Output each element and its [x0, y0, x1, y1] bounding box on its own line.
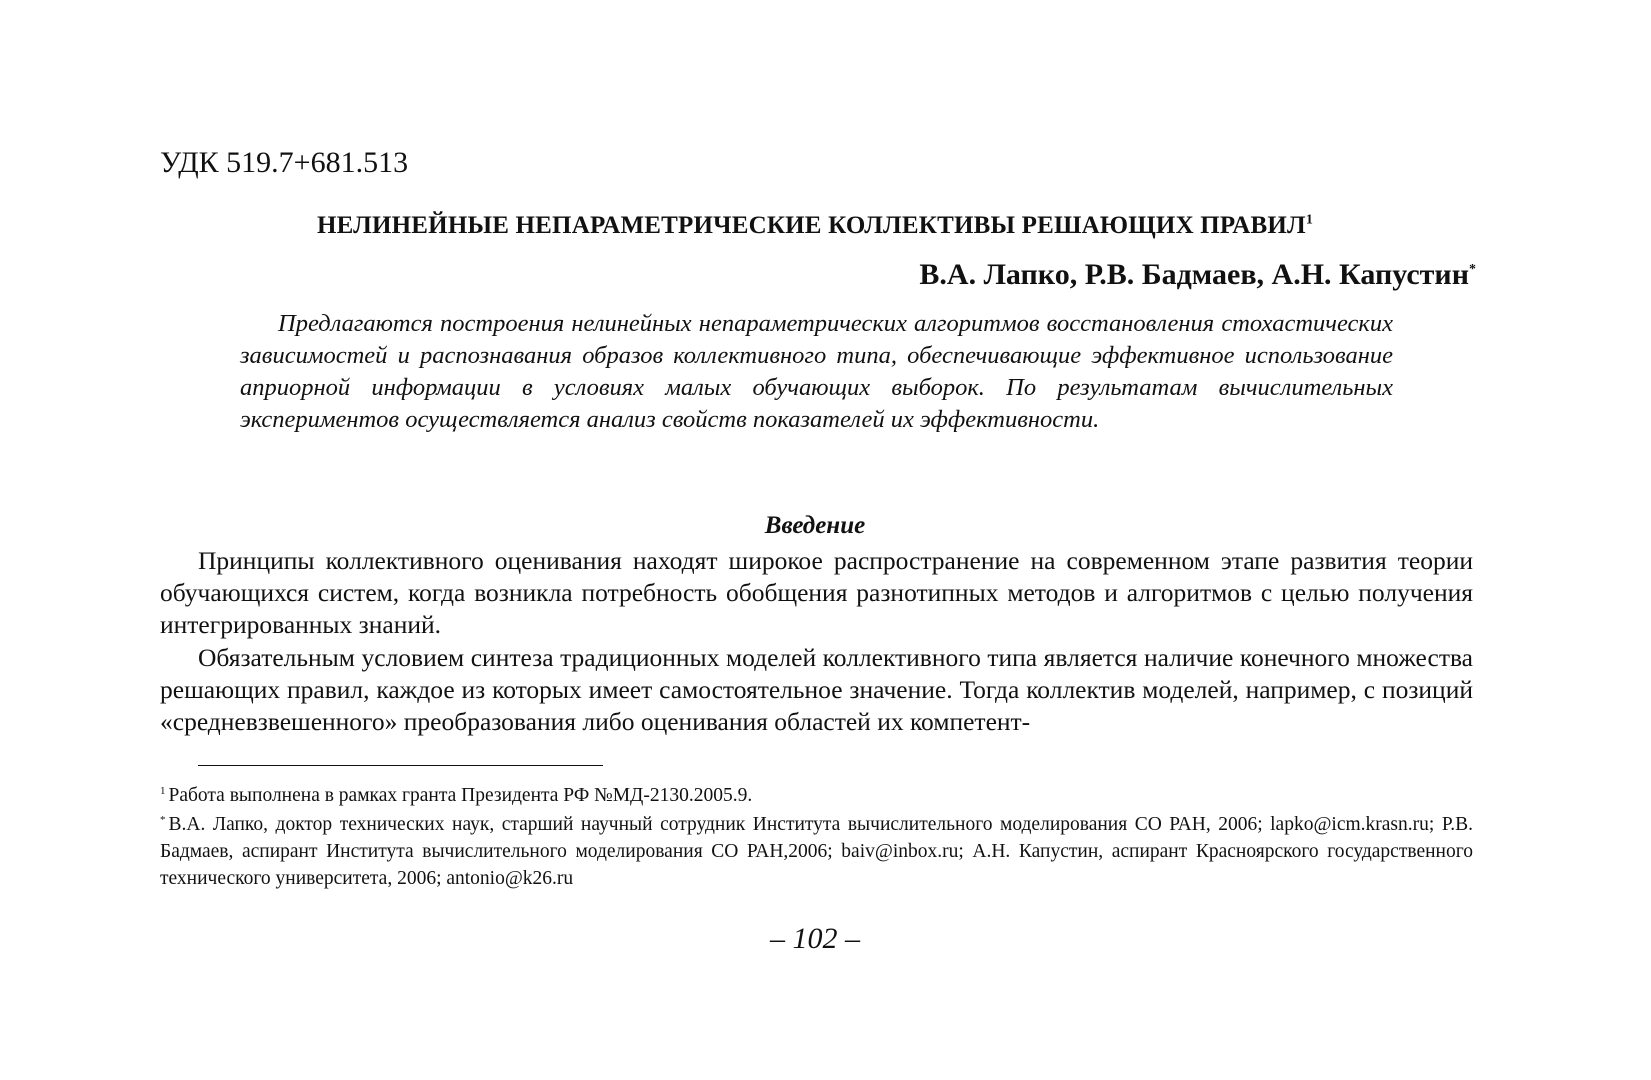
- authors-text: В.А. Лапко, Р.В. Бадмаев, А.Н. Капустин: [919, 258, 1469, 291]
- paragraph-2: Обязательным условием синтеза традиционных моделей коллективного типа является наличие конечного множества решающих правил, каждое из которых имеет самостоятельное значение. Тогда коллектив моделей, например, с позиций «средневзвешенного» преобразования либо оценивания областей их компетент-: [160, 643, 1473, 736]
- authors-footnote-mark: *: [1469, 262, 1476, 277]
- body-text: [160, 545, 1473, 739]
- footnote-1-text: Работа выполнена в рамках гранта Президента РФ №МД-2130.2005.9.: [168, 785, 753, 806]
- footnote-divider: [198, 765, 603, 766]
- footnote-1: [160, 782, 1473, 809]
- paragraph-1: Принципы коллективного оценивания находят широкое распространение на современном этапе развития теории обучающихся систем, когда возникла потребность обобщения разнотипных методов и алгоритмов с целью получения интегрированных знаний.: [160, 546, 1473, 639]
- section-heading: Введение: [764, 512, 866, 539]
- footnote-2-mark: *: [160, 813, 166, 826]
- footnote-2: [160, 811, 1473, 892]
- paper-title: [160, 212, 1470, 240]
- page-number: – 102 –: [770, 922, 860, 955]
- footnote-2-text: В.А. Лапко, доктор технических наук, старший научный сотрудник Института вычислительного моделирования СО РАН, 2006; lapko@icm.krasn.ru; Р.В. Бадмаев, аспирант Института вычислительного моделирования СО РАН,2006; baiv@inbox.ru; А.Н. Капустин, аспирант Красноярского государственного технического университета, 2006; antonio@k26.ru: [160, 814, 1473, 889]
- abstract: Предлагаются построения нелинейных непараметрических алгоритмов восстановления стохастических зависимостей и распознавания образов коллективного типа, обеспечивающие эффективное использование априорной информации в условиях малых обучающих выборок. По результатам вычислительных экспериментов осуществляется анализ свойств показателей их эффективности.: [240, 310, 1393, 433]
- authors-line: [919, 258, 1476, 292]
- footnotes: [160, 782, 1473, 894]
- title-footnote-mark: 1: [1305, 212, 1314, 228]
- footnote-1-mark: 1: [160, 784, 166, 797]
- udk-code: УДК 519.7+681.513: [160, 146, 409, 179]
- paper-title-text: НЕЛИНЕЙНЫЕ НЕПАРАМЕТРИЧЕСКИЕ КОЛЛЕКТИВЫ РЕШАЮЩИХ ПРАВИЛ: [316, 212, 1306, 239]
